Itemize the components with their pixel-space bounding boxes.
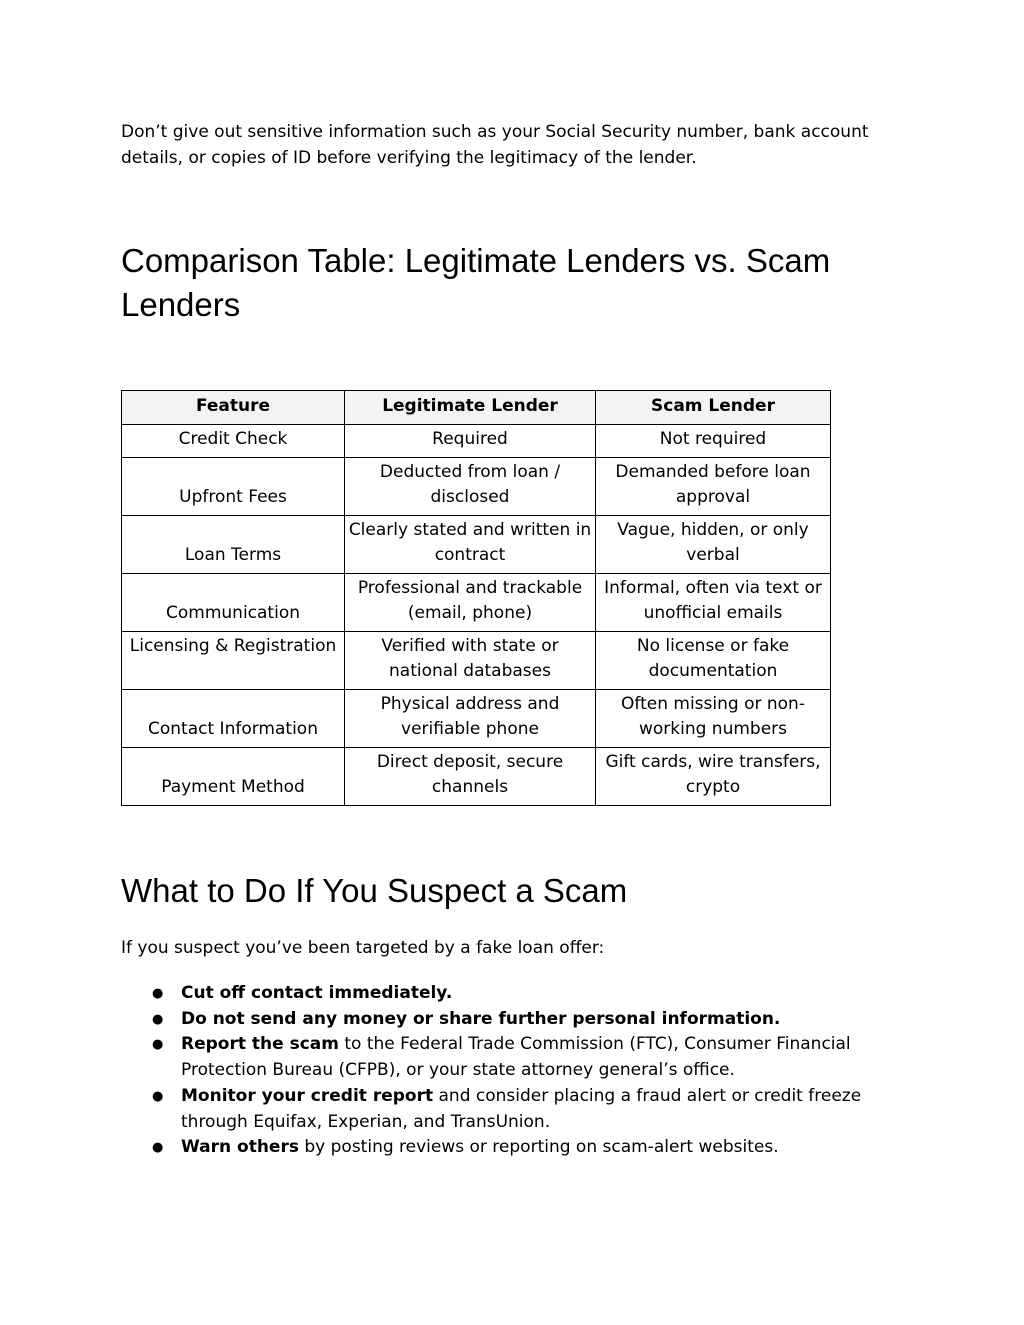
table-row — [122, 573, 831, 631]
list-item-bold: Warn others — [181, 1137, 299, 1158]
list-item-bold: Cut off contact immediately. — [181, 983, 453, 1003]
table-header-row — [122, 391, 831, 425]
list-item-bold: Monitor your credit report — [181, 1085, 434, 1106]
table-cell: Credit Check — [122, 425, 345, 458]
table-cell: Contact Information — [122, 689, 345, 747]
table-cell: Physical address and verifiable phone — [345, 689, 596, 747]
table-cell: Deducted from loan / disclosed — [345, 457, 596, 515]
table-cell: Direct deposit, secure channels — [345, 747, 596, 805]
intro-paragraph: Don’t give out sensitive information such as your Social Security number, bank account details, or copies of ID before verifying the legitimacy of the lender. — [121, 122, 869, 168]
table-cell: Upfront Fees — [122, 457, 345, 515]
table-row — [122, 747, 831, 805]
table-cell: Required — [345, 425, 596, 458]
list-item-bold: Do not send any money or share further personal information. — [181, 1008, 781, 1029]
table-cell: Loan Terms — [122, 515, 345, 573]
table-cell: Verified with state or national databases — [345, 631, 596, 689]
bullet-icon: ● — [152, 1140, 164, 1156]
column-header-legitimate: Legitimate Lender — [345, 391, 596, 425]
list-item-text: and consider placing a fraud alert or credit freeze through Equifax, Experian, and TransUnion. — [181, 1085, 862, 1132]
table-row — [122, 631, 831, 689]
table-row — [122, 457, 831, 515]
table-cell: Vague, hidden, or only verbal — [596, 515, 831, 573]
table-cell: No license or fake documentation — [596, 631, 831, 689]
bullet-icon: ● — [152, 1037, 164, 1053]
suspect-heading: What to Do If You Suspect a Scam — [121, 872, 628, 909]
table-cell: Not required — [596, 425, 831, 458]
table-cell: Informal, often via text or unofficial emails — [596, 573, 831, 631]
table-row — [122, 515, 831, 573]
bullet-icon: ● — [152, 986, 164, 1001]
table-cell: Communication — [122, 573, 345, 631]
list-item-text: by posting reviews or reporting on scam-alert websites. — [298, 1137, 779, 1158]
column-header-feature: Feature — [122, 391, 345, 425]
bullet-icon: ● — [152, 1088, 164, 1104]
table-cell: Professional and trackable (email, phone) — [345, 573, 596, 631]
list-item — [121, 981, 881, 1007]
list-item — [121, 1135, 881, 1161]
list-item — [121, 1007, 881, 1033]
column-header-scam: Scam Lender — [596, 391, 831, 425]
action-list — [121, 981, 881, 1161]
table-row — [122, 689, 831, 747]
list-item-text: to the Federal Trade Commission (FTC), Consumer Financial Protection Bureau (CFPB), or your state attorney general’s office. — [181, 1034, 851, 1081]
table-cell: Often missing or non-working numbers — [596, 689, 831, 747]
list-item — [121, 1084, 881, 1135]
bullet-icon: ● — [152, 1011, 164, 1027]
comparison-heading: Comparison Table: Legitimate Lenders vs. Scam Lenders — [121, 242, 831, 323]
table-cell: Gift cards, wire transfers, crypto — [596, 747, 831, 805]
table-row — [122, 425, 831, 458]
comparison-table — [121, 390, 831, 806]
table-cell: Demanded before loan approval — [596, 457, 831, 515]
suspect-lead-paragraph: If you suspect you’ve been targeted by a fake loan offer: — [121, 938, 605, 958]
table-cell: Clearly stated and written in contract — [345, 515, 596, 573]
table-cell: Licensing & Registration — [122, 631, 345, 689]
list-item — [121, 1032, 881, 1083]
table-cell: Payment Method — [122, 747, 345, 805]
list-item-bold: Report the scam — [181, 1034, 339, 1055]
